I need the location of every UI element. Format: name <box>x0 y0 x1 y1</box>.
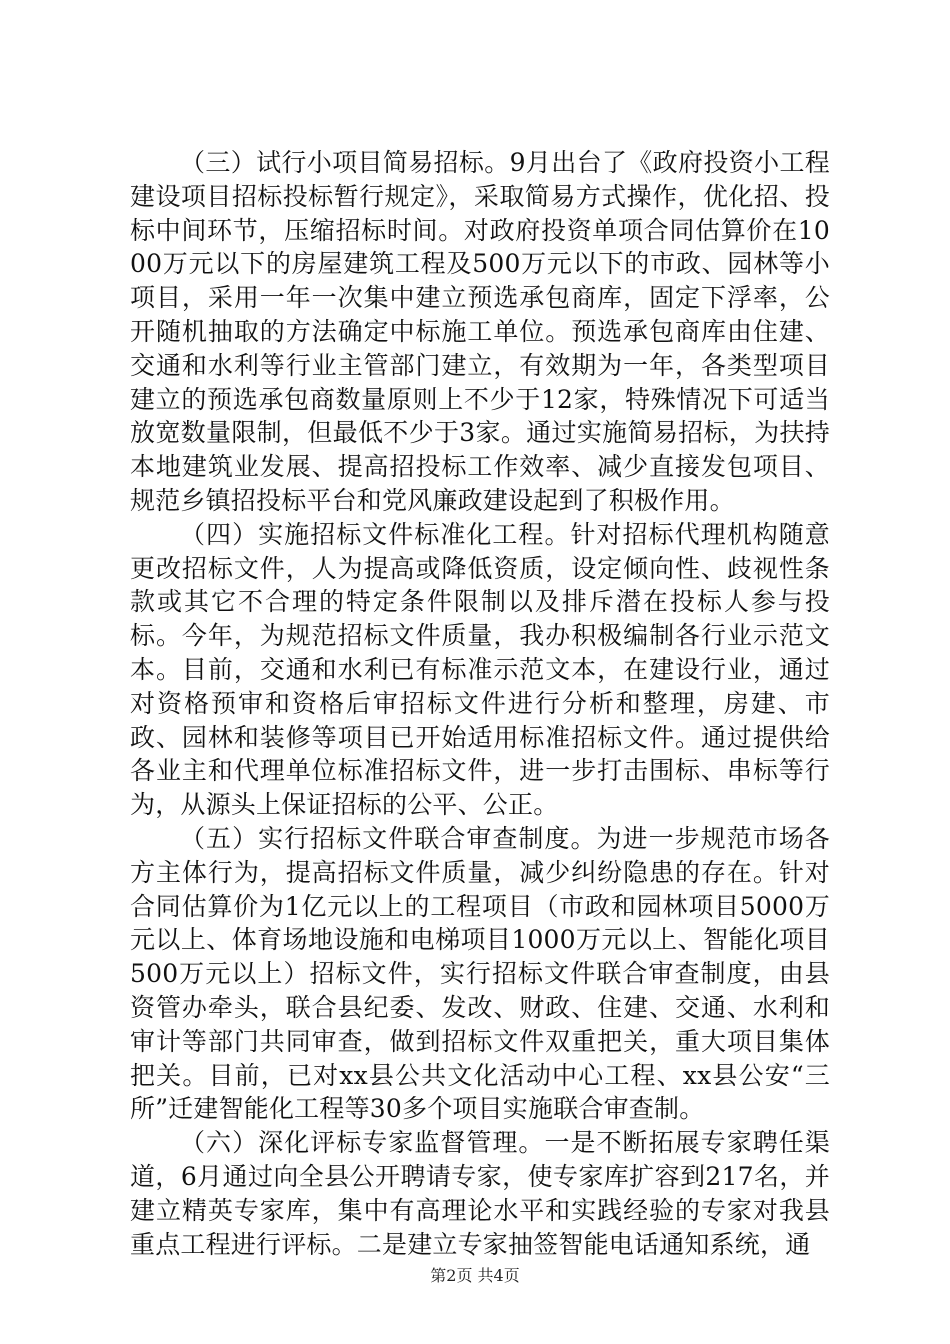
paragraph-standardized-documents: （四）实施招标文件标准化工程。针对招标代理机构随意更改招标文件，人为提高或降低资质，设定倾向性、歧视性条款或其它不合理的特定条件限制以及排斥潜在投标人参与投标。今年，为规范招标文件质量，我办积极编制各行业示范文本。目前，交通和水利已有标准示范文本，在建设行业，通过对资格预审和资格后审招标文件进行分析和整理，房建、市政、园林和装修等项目已开始适用标准招标文件。通过提供给各业主和代理单位标准招标文件，进一步打击围标、串标等行为，从源头上保证招标的公平、公正。 <box>130 519 830 820</box>
body-text <box>130 146 830 1261</box>
paragraph-simplified-bidding: （三）试行小项目简易招标。9月出台了《政府投资小工程建设项目招标投标暂行规定》，采取简易方式操作，优化招、投标中间环节，压缩招标时间。对政府投资单项合同估算价在1000万元以下的房屋建筑工程及500万元以下的市政、园林等小项目，采用一年一次集中建立预选承包商库，固定下浮率，公开随机抽取的方法确定中标施工单位。预选承包商库由住建、交通和水利等行业主管部门建立，有效期为一年，各类型项目建立的预选承包商数量原则上不少于12家，特殊情况下可适当放宽数量限制，但最低不少于3家。通过实施简易招标，为扶持本地建筑业发展、提高招投标工作效率、减少直接发包项目、规范乡镇招投标平台和党风廉政建设起到了积极作用。 <box>130 148 830 515</box>
page-footer: 第2页 共4页 <box>430 1266 520 1285</box>
paragraph-joint-review: （五）实行招标文件联合审查制度。为进一步规范市场各方主体行为，提高招标文件质量，减少纠纷隐患的存在。针对合同估算价为1亿元以上的工程项目（市政和园林项目5000万元以上、体育场地设施和电梯项目1000万元以上、智能化项目500万元以上）招标文件，实行招标文件联合审查制度，由县资管办牵头，联合县纪委、发改、财政、住建、交通、水利和审计等部门共同审查，做到招标文件双重把关，重大项目集体把关。目前，已对xx县公共文化活动中心工程、xx县公安“三所”迁建智能化工程等30多个项目实施联合审查制。 <box>130 823 830 1124</box>
paragraph-expert-supervision: （六）深化评标专家监督管理。一是不断拓展专家聘任渠道，6月通过向全县公开聘请专家，使专家库扩容到217名，并建立精英专家库，集中有高理论水平和实践经验的专家对我县重点工程进行评标。二是建立专家抽签智能电话通知系统，通 <box>130 1128 830 1259</box>
